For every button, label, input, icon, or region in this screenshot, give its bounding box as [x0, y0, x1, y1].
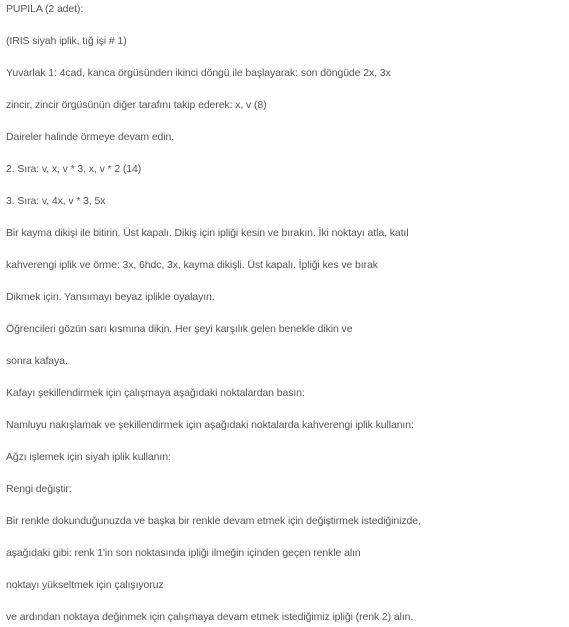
text-line: zincir, zincir örgüsünün diğer tarafını takip ederek: x, v (8) [6, 99, 267, 111]
text-line: 3. Sıra: v, 4x, v * 3, 5x [6, 195, 106, 207]
text-line: Bir kayma dikişi ile bitirin. Üst kapalı. Dikiş için ipliği kesin ve bırakın. İki noktayı atla, katıl [6, 227, 409, 239]
text-line: (IRIS siyah iplik, tığ işi # 1) [6, 35, 127, 47]
text-line: Namluyu nakışlamak ve şekillendirmek için aşağıdaki noktalarda kahverengi iplik kullanın: [6, 419, 414, 431]
text-line: ve ardından noktaya değinmek için çalışmaya devam etmek istediğimiz ipliği (renk 2) alın. [6, 611, 414, 623]
text-line: Kafayı şekillendirmek için çalışmaya aşağıdaki noktalardan basın: [6, 387, 305, 399]
text-line: Ağzı işlemek için siyah iplik kullanın: [6, 451, 171, 463]
text-line: Dikmek için. Yansımayı beyaz iplikle oyalayın. [6, 291, 215, 303]
text-line: Rengi değiştir: [6, 483, 72, 495]
text-line: 2. Sıra: v, x, v * 3, x, v * 2 (14) [6, 163, 142, 175]
text-line: Daireler halinde örmeye devam edin. [6, 131, 175, 143]
text-line: Bir renkle dokunduğunuzda ve başka bir renkle devam etmek için değiştirmek istediğinizde, [6, 515, 421, 527]
text-line: aşağıdaki gibi: renk 1'in son noktasında ipliği ilmeğin içinden geçen renkle alın [6, 547, 361, 559]
text-line: Öğrencileri gözün sarı kısmına dikin. Her şeyi karşılık gelen benekle dikin ve [6, 323, 353, 335]
text-line: Yuvarlak 1: 4cad, kanca örgüsünden ikinci döngü ile başlayarak: son döngüde 2x, 3x [6, 67, 391, 79]
text-line: noktayı yükseltmek için çalışıyoruz [6, 579, 164, 591]
text-line: kahverengi iplik ve örme: 3x, 6hdc, 3x, kayma dikişli. Üst kapalı. İpliği kes ve bırak [6, 259, 378, 271]
section-heading: PUPILA (2 adet): [6, 3, 84, 15]
text-line: sonra kafaya. [6, 355, 68, 367]
